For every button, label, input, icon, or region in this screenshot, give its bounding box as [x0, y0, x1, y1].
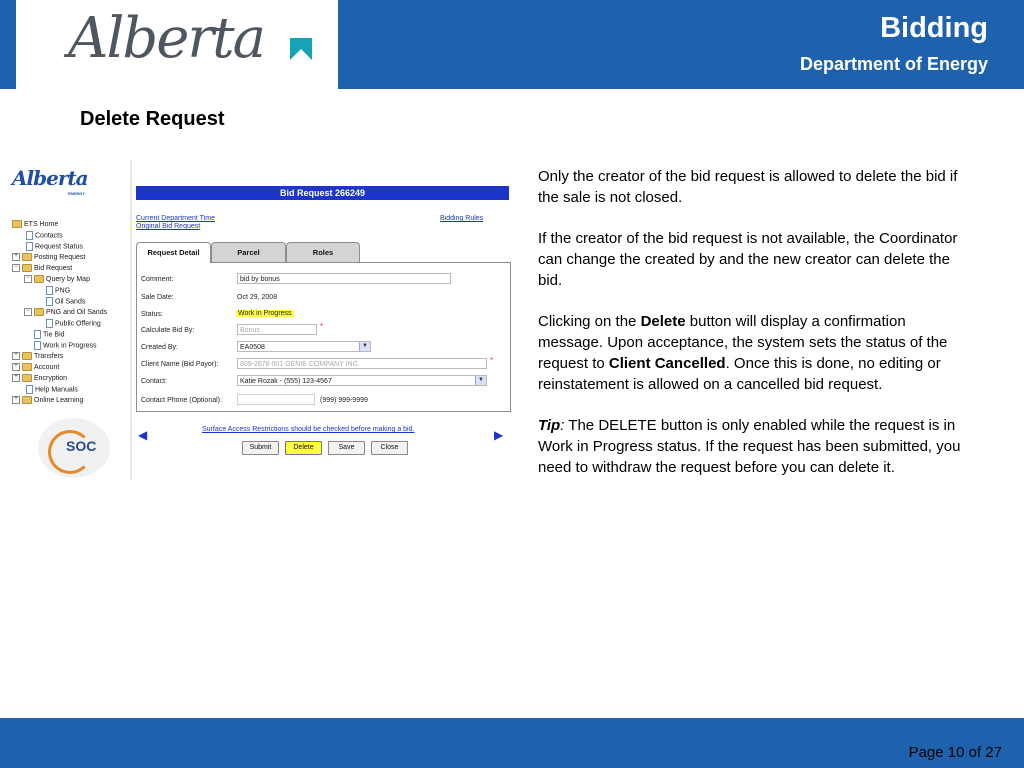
- folder-icon: [22, 363, 32, 371]
- sidebar: [8, 160, 132, 480]
- folder-icon: [22, 374, 32, 382]
- slide-title: Delete Request: [80, 108, 225, 130]
- explanation-text: [538, 166, 968, 498]
- tab-parcel[interactable]: Parcel: [211, 242, 286, 262]
- sidebar-item-work-in-progress[interactable]: Work in Progress: [34, 341, 97, 350]
- calculate-bid-field[interactable]: Bonus: [237, 324, 317, 335]
- comment-label: Comment:: [141, 276, 174, 283]
- sidebar-logo-sub: ENERGY: [68, 191, 85, 196]
- sale-date-value: Oct 29, 2008: [237, 294, 278, 301]
- paragraph-coordinator: If the creator of the bid request is not available, the Coordinator can change the created by and the new creator can delete the bid.: [538, 230, 958, 289]
- collapse-icon[interactable]: −: [24, 275, 32, 283]
- current-time-link[interactable]: Current Department Time: [136, 215, 215, 222]
- contact-phone-field[interactable]: [237, 394, 315, 405]
- sidebar-item-posting-request[interactable]: + Posting Request: [12, 253, 85, 262]
- page-icon: [26, 231, 33, 240]
- alberta-logo: Alberta: [68, 6, 264, 71]
- sidebar-item-public-offering[interactable]: Public Offering: [46, 319, 101, 328]
- created-by-label: Created By:: [141, 344, 178, 351]
- soc-badge-text: SOC: [66, 438, 97, 454]
- tab-request-detail[interactable]: Request Detail: [136, 242, 211, 263]
- sidebar-item-encryption[interactable]: + Encryption: [12, 374, 67, 383]
- sidebar-item-query-by-map[interactable]: − Query by Map: [24, 275, 90, 284]
- next-arrow-icon[interactable]: ▶: [494, 428, 504, 442]
- tab-roles[interactable]: Roles: [286, 242, 360, 262]
- page-icon: [26, 385, 33, 394]
- original-bid-link[interactable]: Original Bid Request: [136, 223, 201, 230]
- paragraph-tip: Tip: The DELETE button is only enabled while the request is in Work in Progress status. If the request has been submitted, you need to withdraw the request before you can delete it.: [538, 417, 961, 476]
- soc-badge: [38, 418, 110, 478]
- close-button[interactable]: Close: [371, 441, 408, 455]
- client-name-field[interactable]: 809-2678 001 GENIE COMPANY INC.: [237, 358, 487, 369]
- sidebar-item-ets-home[interactable]: ETS Home: [12, 220, 58, 229]
- created-by-select[interactable]: EA0508 ▼: [237, 341, 371, 352]
- page-icon: [46, 297, 53, 306]
- sidebar-item-request-status[interactable]: Request Status: [26, 242, 83, 251]
- sidebar-item-oil-sands[interactable]: Oil Sands: [46, 297, 85, 306]
- sidebar-item-bid-request[interactable]: − Bid Request: [12, 264, 72, 273]
- sidebar-item-help-manuals[interactable]: Help Manuals: [26, 385, 78, 394]
- expand-icon[interactable]: +: [12, 253, 20, 261]
- page-icon: [34, 330, 41, 339]
- collapse-icon[interactable]: −: [24, 308, 32, 316]
- folder-icon: [12, 220, 22, 228]
- delete-button[interactable]: Delete: [285, 441, 322, 455]
- alberta-logo-mark-icon: [290, 38, 312, 60]
- alberta-logo-box: [16, 0, 338, 89]
- page-icon: [46, 319, 53, 328]
- sidebar-item-contacts[interactable]: Contacts: [26, 231, 63, 240]
- collapse-icon[interactable]: −: [12, 264, 20, 272]
- tip-label: Tip: [538, 417, 561, 434]
- paragraph-creator: Only the creator of the bid request is allowed to delete the bid if the sale is not closed.: [538, 168, 958, 206]
- sidebar-item-png-oil-sands[interactable]: − PNG and Oil Sands: [24, 308, 107, 317]
- sidebar-item-transfers[interactable]: + Transfers: [12, 352, 63, 361]
- app-screenshot: [8, 160, 513, 480]
- folder-icon: [22, 396, 32, 404]
- folder-icon: [22, 253, 32, 261]
- page-icon: [46, 286, 53, 295]
- sidebar-item-tie-bid[interactable]: Tie Bid: [34, 330, 65, 339]
- request-detail-form: [136, 262, 511, 412]
- previous-arrow-icon[interactable]: ◀: [138, 428, 148, 442]
- expand-icon[interactable]: +: [12, 374, 20, 382]
- status-label: Status:: [141, 311, 163, 318]
- folder-icon: [34, 308, 44, 316]
- bid-request-panel: [134, 160, 513, 480]
- sale-date-label: Sale Date:: [141, 294, 174, 301]
- delete-term: Delete: [640, 313, 686, 330]
- folder-icon: [34, 275, 44, 283]
- header-subtitle: Department of Energy: [799, 54, 988, 74]
- submit-button[interactable]: Submit: [242, 441, 279, 455]
- contact-label: Contact:: [141, 378, 168, 385]
- calculate-bid-label: Calculate Bid By:: [141, 327, 195, 334]
- chevron-down-icon[interactable]: ▼: [475, 376, 486, 385]
- sidebar-logo: Alberta: [12, 166, 88, 190]
- bidding-rules-link[interactable]: Bidding Rules: [440, 215, 484, 222]
- required-mark: *: [490, 356, 494, 365]
- header-title: Bidding: [880, 12, 988, 44]
- contact-select[interactable]: Katie Rozak - (555) 123-4567 ▼: [237, 375, 487, 386]
- slide-header: [0, 0, 1024, 89]
- slide-footer: [0, 718, 1024, 768]
- chevron-down-icon[interactable]: ▼: [359, 342, 370, 351]
- sidebar-item-account[interactable]: + Account: [12, 363, 59, 372]
- expand-icon[interactable]: +: [12, 396, 20, 404]
- paragraph-delete: Clicking on the Delete button will display a confirmation message. Upon acceptance, the system sets the status of the request to Client Cancelled. Once this is done, no editing or reinstatement is allowed on a cancelled bid request.: [538, 313, 948, 393]
- contact-phone-hint: (999) 999-9999: [320, 397, 368, 404]
- page-icon: [34, 341, 41, 350]
- client-name-label: Client Name (Bid Payor):: [141, 361, 219, 368]
- expand-icon[interactable]: +: [12, 352, 20, 360]
- surface-access-note-link[interactable]: Surface Access Restrictions should be checked before making a bid.: [202, 426, 415, 433]
- folder-icon: [22, 264, 32, 272]
- contact-phone-label: Contact Phone (Optional):: [141, 397, 222, 404]
- comment-field[interactable]: bid by bonus: [237, 273, 451, 284]
- bid-request-title-bar: Bid Request 266249: [136, 186, 509, 200]
- required-mark: *: [320, 322, 324, 331]
- client-cancelled-term: Client Cancelled: [608, 355, 726, 372]
- expand-icon[interactable]: +: [12, 363, 20, 371]
- folder-icon: [22, 352, 32, 360]
- sidebar-item-png[interactable]: PNG: [46, 286, 70, 295]
- status-value: Work in Progress: [238, 310, 292, 317]
- sidebar-item-online-learning[interactable]: + Online Learning: [12, 396, 83, 405]
- page-number: Page 10 of 27: [908, 744, 1002, 761]
- page-icon: [26, 242, 33, 251]
- save-button[interactable]: Save: [328, 441, 365, 455]
